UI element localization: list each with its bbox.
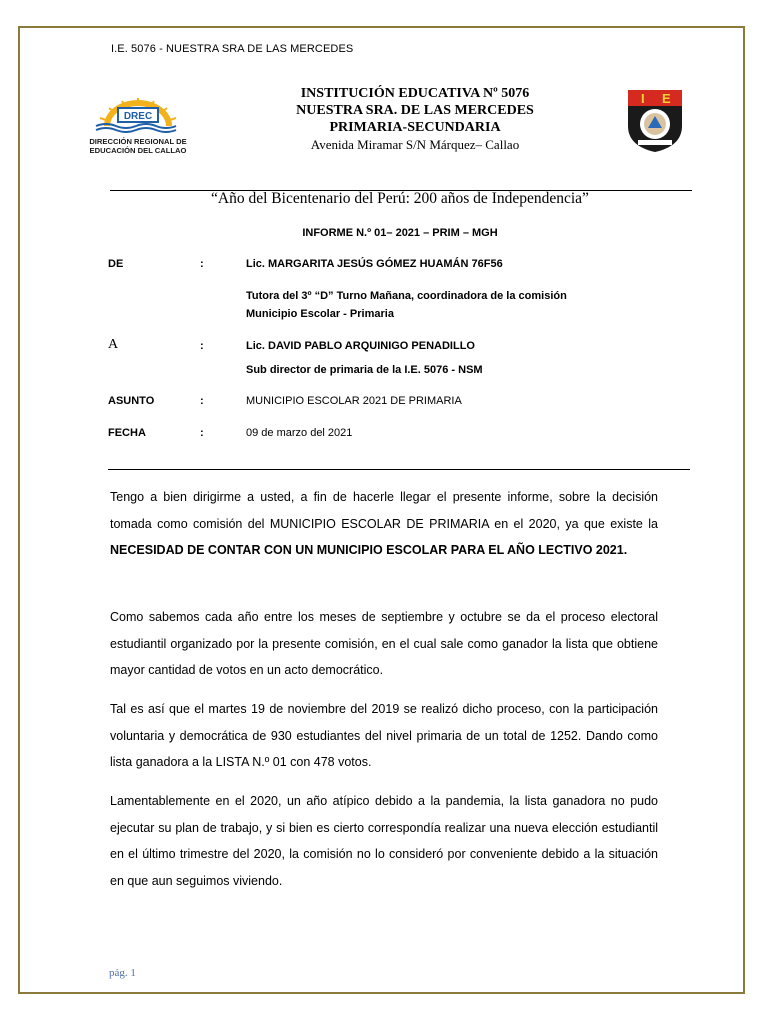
asunto-label: ASUNTO (108, 395, 155, 407)
a-colon: : (200, 340, 204, 352)
drec-logo-icon (82, 96, 194, 158)
asunto-colon: : (200, 395, 204, 407)
a-role: Sub director de primaria de la I.E. 5076 - NSM (246, 364, 483, 376)
drec-box-text: DREC (123, 111, 153, 122)
p1-text: Tengo a bien dirigirme a usted, a fin de hacerle llegar el presente informe, sobre la decisión tomada como comisión del MUNICIPIO ESCOLAR DE PRIMARIA en el 2020, ya que existe la (110, 490, 658, 531)
body-paragraph-2: Como sabemos cada año entre los meses de septiembre y octubre se da el proceso electoral estudiantil organizado por la presente comisión, en el cual sale como ganador la lista que obtiene mayor cantidad de votos en un acto democrático. (110, 610, 658, 677)
drec-caption-1: DIRECCIÓN REGIONAL DE (89, 137, 187, 146)
informe-title: INFORME N.º 01– 2021 – PRIM – MGH (302, 227, 498, 239)
asunto-value: MUNICIPIO ESCOLAR 2021 DE PRIMARIA (246, 395, 462, 407)
school-header (250, 85, 580, 153)
page-number: pág. 1 (109, 967, 136, 979)
body-paragraph-3: Tal es así que el martes 19 de noviembre del 2019 se realizó dicho proceso, con la participación voluntaria y democrática de 930 estudiantes del nivel primaria de un total de 1252. Dando como lista ganadora a la LISTA N.º 01 con 478 votos. (110, 702, 658, 769)
school-levels: PRIMARIA-SECUNDARIA (329, 120, 501, 135)
section-rule (108, 469, 690, 470)
school-address: Avenida Miramar S/N Márquez– Callao (310, 137, 520, 152)
body-paragraph-1 (110, 484, 658, 564)
de-colon: : (200, 258, 204, 270)
a-value: Lic. DAVID PABLO ARQUINIGO PENADILLO (246, 340, 475, 352)
year-motto: “Año del Bicentenario del Perú: 200 años de Independencia” (211, 190, 589, 207)
school-name-line2: NUESTRA SRA. DE LAS MERCEDES (296, 103, 534, 118)
svg-text:I: I (641, 91, 645, 106)
p1-bold-text: NECESIDAD DE CONTAR CON UN MUNICIPIO ESCOLAR PARA EL AÑO LECTIVO 2021. (110, 543, 628, 557)
fecha-label: FECHA (108, 427, 146, 439)
running-header: I.E. 5076 - NUESTRA SRA DE LAS MERCEDES (111, 43, 354, 55)
a-label: A (108, 337, 119, 352)
fecha-colon: : (200, 427, 204, 439)
svg-text:E: E (662, 91, 671, 106)
school-shield-icon (624, 86, 686, 154)
fecha-value: 09 de marzo del 2021 (246, 427, 353, 439)
body-paragraph-4: Lamentablemente en el 2020, un año atípico debido a la pandemia, la lista ganadora no pudo ejecutar su plan de trabajo, y si bien es cierto correspondía realizar una nueva elección estudiantil en el último trimestre del 2020, la comisión no lo consideró por conveniente debido a la situación en que aun seguimos viviendo. (110, 794, 658, 888)
de-value: Lic. MARGARITA JESÚS GÓMEZ HUAMÁN 76F56 (246, 258, 503, 270)
drec-caption-2: EDUCACIÓN DEL CALLAO (89, 146, 187, 155)
de-role-line1: Tutora del 3º “D” Turno Mañana, coordinadora de la comisión (246, 290, 567, 302)
de-label: DE (108, 258, 124, 270)
de-role-line2: Municipio Escolar - Primaria (246, 308, 394, 320)
school-name-line1: INSTITUCIÓN EDUCATIVA Nº 5076 (300, 86, 530, 101)
